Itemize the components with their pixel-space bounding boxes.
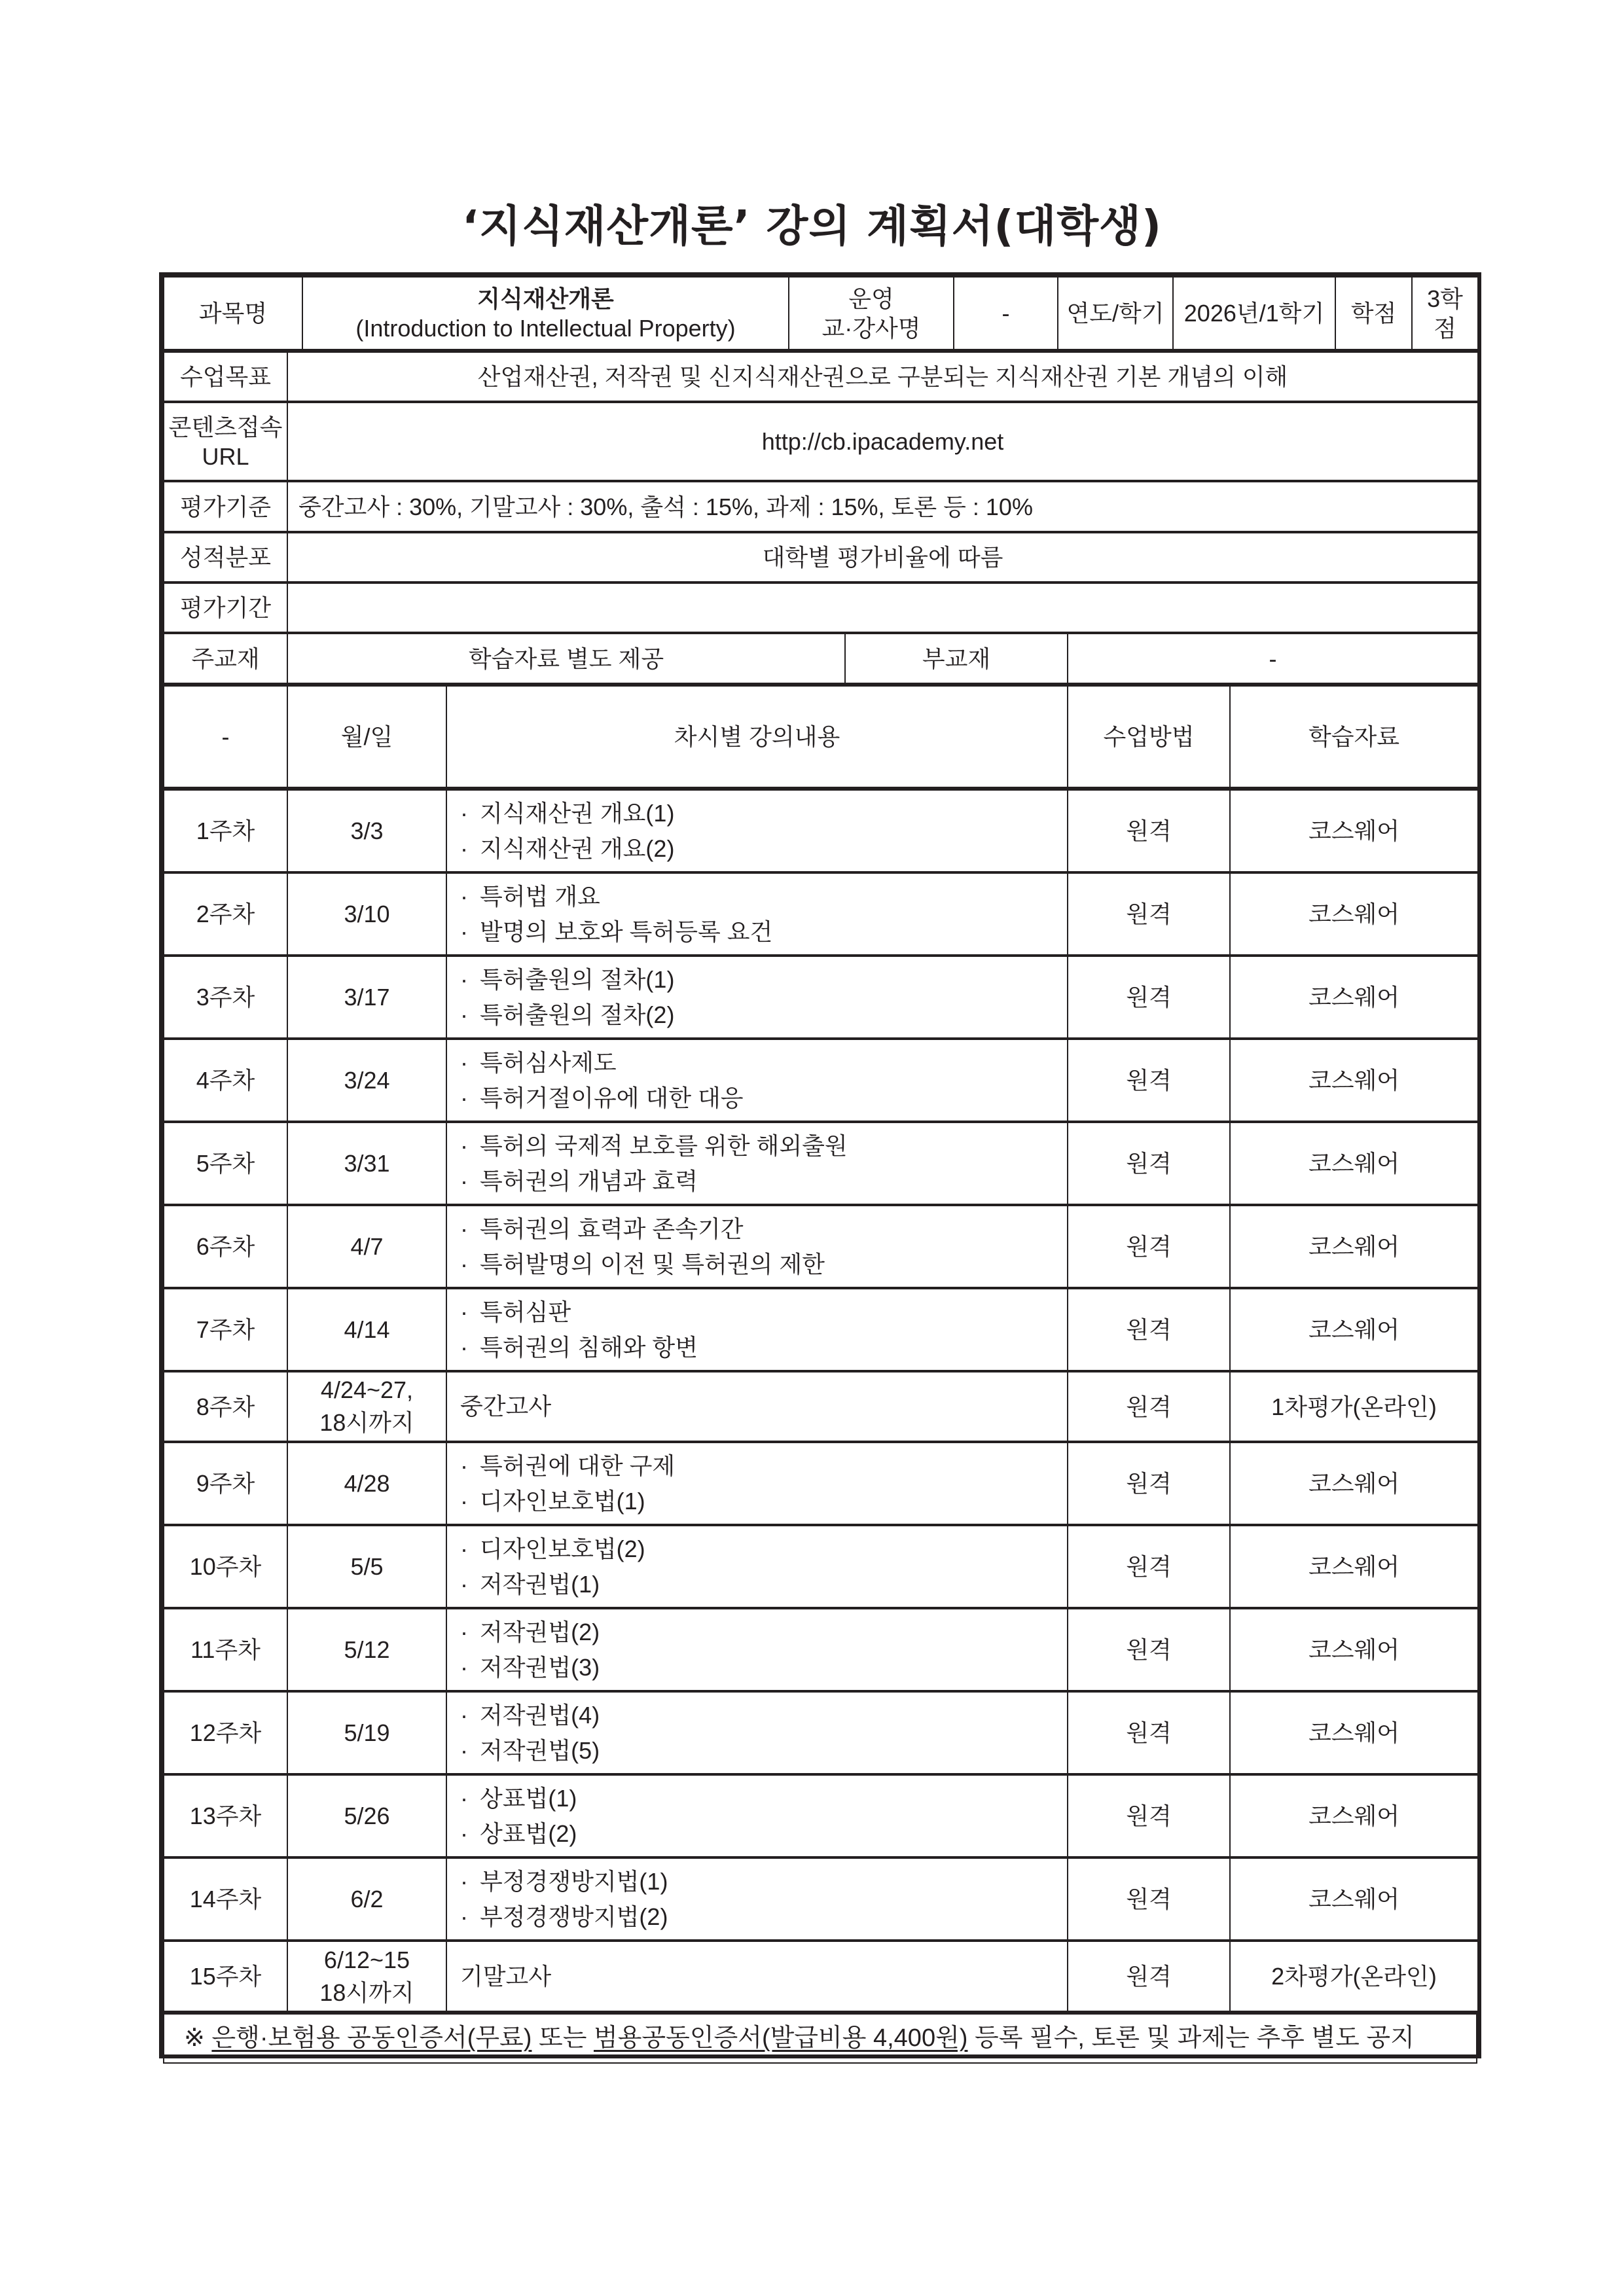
topic-text: 특허거절이유에 대한 대응: [480, 1084, 744, 1111]
lecture-content: [446, 1608, 1068, 1691]
method-value: 원격: [1068, 1608, 1230, 1691]
bullet-icon: ·: [460, 1452, 468, 1479]
topic-text: 저작권법(2): [480, 1618, 600, 1645]
lecture-content: [446, 1774, 1068, 1857]
topic-item: [460, 914, 1063, 950]
method-value: 원격: [1068, 1039, 1230, 1122]
bullet-icon: ·: [460, 882, 468, 910]
date-value: [287, 1039, 446, 1122]
method-value: 원격: [1068, 1857, 1230, 1941]
footnote: [164, 2013, 1477, 2063]
objective-label: 수업목표: [164, 351, 287, 402]
schedule-row: [164, 1122, 1478, 1205]
date-value: [287, 1122, 446, 1205]
topic-text: 상표법(1): [480, 1784, 577, 1812]
bullet-icon: ·: [460, 965, 468, 993]
date-value: [287, 1442, 446, 1525]
syllabus-sheet: [159, 272, 1481, 2058]
header-method: 수업방법: [1068, 685, 1230, 787]
schedule-row: [164, 789, 1478, 872]
date-value: [287, 1205, 446, 1288]
lecture-content: [446, 1122, 1068, 1205]
sub-textbook-value: -: [1068, 633, 1478, 683]
week-label: 3주차: [164, 956, 287, 1039]
week-label: 1주차: [164, 789, 287, 872]
week-label: 11주차: [164, 1608, 287, 1691]
lecture-content: [446, 1288, 1068, 1371]
header-week: -: [164, 685, 287, 787]
distribution-value: 대학별 평가비율에 따름: [287, 532, 1478, 583]
topic-text: 저작권법(4): [480, 1701, 600, 1729]
bullet-icon: ·: [460, 918, 468, 945]
week-label: 7주차: [164, 1288, 287, 1371]
exam-label: 기말고사: [460, 1962, 552, 1990]
topic-item: [460, 1816, 1063, 1852]
bullet-icon: ·: [460, 1784, 468, 1812]
header-content: 차시별 강의내용: [446, 685, 1068, 787]
schedule-row: [164, 1525, 1478, 1608]
schedule-body: [163, 788, 1479, 2012]
material-value: 1차평가(온라인): [1230, 1371, 1478, 1442]
method-value: 원격: [1068, 1122, 1230, 1205]
topic-item: [460, 1081, 1063, 1116]
method-value: 원격: [1068, 1525, 1230, 1608]
schedule-table: [163, 684, 1479, 788]
topic-item: [460, 1330, 1063, 1365]
lecture-content: [446, 1442, 1068, 1525]
topic-text: 저작권법(5): [480, 1736, 600, 1764]
topic-text: 특허권의 개념과 효력: [480, 1167, 698, 1194]
date-line: 5/5: [350, 1552, 384, 1580]
bullet-icon: ·: [460, 834, 468, 862]
week-label: 4주차: [164, 1039, 287, 1122]
date-value: [287, 1288, 446, 1371]
material-value: 코스웨어: [1230, 1122, 1478, 1205]
material-value: 코스웨어: [1230, 1857, 1478, 1941]
date-line: 4/24~27,: [320, 1376, 414, 1403]
topic-item: [460, 1211, 1063, 1247]
topic-text: 특허권에 대한 구제: [480, 1452, 676, 1479]
document-title: ‘지식재산개론’ 강의 계획서(대학생): [461, 201, 1162, 251]
topic-text: 지식재산권 개요(2): [480, 834, 675, 862]
course-name-label: 과목명: [164, 277, 302, 350]
topic-item: [460, 1567, 1063, 1602]
instructor-value: -: [954, 277, 1058, 350]
topic-text: 특허권의 침해와 항변: [480, 1333, 698, 1361]
schedule-row: [164, 1774, 1478, 1857]
date-line: 3/31: [344, 1149, 390, 1177]
week-label: 13주차: [164, 1774, 287, 1857]
lecture-content: [446, 1941, 1068, 2011]
bullet-icon: ·: [460, 799, 468, 827]
material-value: 코스웨어: [1230, 1691, 1478, 1774]
week-label: 6주차: [164, 1205, 287, 1288]
topic-item: [460, 879, 1063, 914]
date-value: [287, 1525, 446, 1608]
topic-text: 부정경쟁방지법(1): [480, 1867, 668, 1895]
lecture-content: [446, 1691, 1068, 1774]
topic-item: [460, 1698, 1063, 1733]
schedule-row: [164, 1288, 1478, 1371]
course-name-korean: 지식재산개론: [477, 285, 614, 312]
topic-item: [460, 1733, 1063, 1768]
material-value: 2차평가(온라인): [1230, 1941, 1478, 2011]
material-value: 코스웨어: [1230, 872, 1478, 956]
header-date: 월/일: [287, 685, 446, 787]
grading-label: 평가기준: [164, 481, 287, 532]
date-value: [287, 1371, 446, 1442]
course-name-english: (Introduction to Intellectual Property): [355, 314, 736, 342]
evaluation-period-label: 평가기간: [164, 583, 287, 633]
date-line: 3/3: [350, 817, 384, 844]
topic-item: [460, 1448, 1063, 1484]
week-label: 14주차: [164, 1857, 287, 1941]
lecture-content: [446, 1371, 1068, 1442]
bullet-icon: ·: [460, 1132, 468, 1159]
bullet-icon: ·: [460, 1167, 468, 1194]
date-line: 6/12~15: [323, 1946, 410, 1973]
schedule-row: [164, 1205, 1478, 1288]
topic-item: [460, 1781, 1063, 1816]
week-label: 12주차: [164, 1691, 287, 1774]
material-value: 코스웨어: [1230, 1774, 1478, 1857]
method-value: 원격: [1068, 1442, 1230, 1525]
bullet-icon: ·: [460, 1487, 468, 1515]
bullet-icon: ·: [460, 1618, 468, 1645]
week-label: 15주차: [164, 1941, 287, 2011]
method-value: 원격: [1068, 1288, 1230, 1371]
main-textbook-value: 학습자료 별도 제공: [287, 633, 845, 683]
material-value: 코스웨어: [1230, 1039, 1478, 1122]
bullet-icon: ·: [460, 1903, 468, 1930]
week-label: 5주차: [164, 1122, 287, 1205]
topic-text: 특허발명의 이전 및 특허권의 제한: [480, 1250, 825, 1278]
schedule-row: [164, 1691, 1478, 1774]
year-term-label: 연도/학기: [1058, 277, 1173, 350]
year-term-value: 2026년/1학기: [1173, 277, 1335, 350]
method-value: 원격: [1068, 1371, 1230, 1442]
date-line: 4/7: [350, 1232, 384, 1260]
method-value: 원격: [1068, 1774, 1230, 1857]
topic-item: [460, 1045, 1063, 1081]
topic-item: [460, 1532, 1063, 1567]
method-value: 원격: [1068, 956, 1230, 1039]
week-label: 8주차: [164, 1371, 287, 1442]
footnote-notice: 등록 필수, 토론 및 과제는 추후 별도 공지: [975, 2024, 1415, 2052]
bullet-icon: ·: [460, 1215, 468, 1242]
date-value: [287, 1774, 446, 1857]
topic-text: 디자인보호법(1): [480, 1487, 645, 1515]
material-value: 코스웨어: [1230, 1442, 1478, 1525]
topic-text: 특허출원의 절차(1): [480, 965, 675, 993]
schedule-row: [164, 956, 1478, 1039]
topic-text: 저작권법(3): [480, 1653, 600, 1681]
topic-text: 지식재산권 개요(1): [480, 799, 675, 827]
bullet-icon: ·: [460, 1084, 468, 1111]
topic-item: [460, 1899, 1063, 1935]
topic-text: 특허심판: [480, 1298, 571, 1325]
date-value: [287, 1941, 446, 2011]
topic-item: [460, 997, 1063, 1033]
lecture-content: [446, 1039, 1068, 1122]
bullet-icon: ·: [460, 1333, 468, 1361]
material-value: 코스웨어: [1230, 956, 1478, 1039]
topic-item: [460, 796, 1063, 831]
date-value: [287, 1691, 446, 1774]
date-value: [287, 956, 446, 1039]
topic-text: 발명의 보호와 특허등록 요건: [480, 918, 773, 945]
bullet-icon: ·: [460, 1001, 468, 1028]
schedule-row: [164, 1941, 1478, 2011]
reference-mark-icon: ※: [184, 2024, 205, 2052]
material-value: 코스웨어: [1230, 1288, 1478, 1371]
material-value: 코스웨어: [1230, 1608, 1478, 1691]
bullet-icon: ·: [460, 1867, 468, 1895]
main-textbook-label: 주교재: [164, 633, 287, 683]
topic-text: 특허권의 효력과 존속기간: [480, 1215, 744, 1242]
topic-item: [460, 1128, 1063, 1164]
evaluation-period-value: [287, 583, 1478, 633]
header-material: 학습자료: [1230, 685, 1478, 787]
schedule-row: [164, 1857, 1478, 1941]
lecture-content: [446, 789, 1068, 872]
topic-item: [460, 1295, 1063, 1330]
bullet-icon: ·: [460, 1820, 468, 1847]
date-line: 6/2: [350, 1885, 384, 1912]
topic-text: 특허의 국제적 보호를 위한 해외출원: [480, 1132, 848, 1159]
distribution-label: 성적분포: [164, 532, 287, 583]
footnote-certificate-free: 은행·보험용 공동인증서(무료): [211, 2024, 532, 2052]
schedule-row: [164, 1442, 1478, 1525]
bullet-icon: ·: [460, 1701, 468, 1729]
lecture-content: [446, 872, 1068, 956]
content-url-link[interactable]: http://cb.ipacademy.net: [287, 402, 1478, 481]
date-line: 5/19: [344, 1719, 390, 1746]
topic-text: 특허법 개요: [480, 882, 600, 910]
credits-label: 학점: [1335, 277, 1412, 350]
bullet-icon: ·: [460, 1570, 468, 1598]
footnote-table: [163, 2012, 1477, 2064]
bullet-icon: ·: [460, 1535, 468, 1562]
credits-value: 3학점: [1412, 277, 1478, 350]
grading-value: 중간고사 : 30%, 기말고사 : 30%, 출석 : 15%, 과제 : 15%, 토론 등 : 10%: [287, 481, 1478, 532]
date-line: 5/26: [344, 1802, 390, 1829]
topic-item: [460, 1615, 1063, 1650]
lecture-content: [446, 1857, 1068, 1941]
date-line: 18시까지: [319, 1979, 414, 2006]
date-value: [287, 1857, 446, 1941]
course-name-value: [302, 277, 789, 350]
topic-text: 부정경쟁방지법(2): [480, 1903, 668, 1930]
lecture-content: [446, 1525, 1068, 1608]
topic-item: [460, 962, 1063, 997]
topic-item: [460, 1484, 1063, 1519]
date-line: 4/14: [344, 1316, 390, 1343]
date-value: [287, 1608, 446, 1691]
method-value: 원격: [1068, 1941, 1230, 2011]
url-label: 콘텐츠접속 URL: [164, 402, 287, 481]
instructor-label: 운영 교·강사명: [789, 277, 954, 350]
bullet-icon: ·: [460, 1298, 468, 1325]
bullet-icon: ·: [460, 1653, 468, 1681]
schedule-row: [164, 1608, 1478, 1691]
topic-item: [460, 1247, 1063, 1282]
bullet-icon: ·: [460, 1736, 468, 1764]
course-info-table: [163, 276, 1479, 350]
date-line: 5/12: [344, 1636, 390, 1663]
method-value: 원격: [1068, 872, 1230, 956]
material-value: 코스웨어: [1230, 789, 1478, 872]
schedule-row: [164, 872, 1478, 956]
exam-label: 중간고사: [460, 1393, 552, 1420]
schedule-row: [164, 1371, 1478, 1442]
schedule-header-row: [164, 685, 1478, 787]
method-value: 원격: [1068, 789, 1230, 872]
schedule-row: [164, 1039, 1478, 1122]
method-value: 원격: [1068, 1205, 1230, 1288]
material-value: 코스웨어: [1230, 1205, 1478, 1288]
footnote-or: 또는: [539, 2024, 587, 2052]
date-line: 3/24: [344, 1066, 390, 1094]
date-line: 18시까지: [319, 1409, 414, 1436]
week-label: 10주차: [164, 1525, 287, 1608]
lecture-content: [446, 1205, 1068, 1288]
topic-text: 디자인보호법(2): [480, 1535, 645, 1562]
date-value: [287, 872, 446, 956]
lecture-content: [446, 956, 1068, 1039]
date-value: [287, 789, 446, 872]
course-details-table: [163, 350, 1479, 684]
topic-text: 상표법(2): [480, 1820, 577, 1847]
objective-value: 산업재산권, 저작권 및 신지식재산권으로 구분되는 지식재산권 기본 개념의 이해: [287, 351, 1478, 402]
week-label: 2주차: [164, 872, 287, 956]
date-line: 3/17: [344, 983, 390, 1011]
week-label: 9주차: [164, 1442, 287, 1525]
topic-text: 저작권법(1): [480, 1570, 600, 1598]
method-value: 원격: [1068, 1691, 1230, 1774]
date-line: 4/28: [344, 1469, 390, 1497]
footnote-certificate-paid: 범용공동인증서(발급비용 4,400원): [593, 2024, 968, 2052]
sub-textbook-label: 부교재: [845, 633, 1068, 683]
date-line: 3/10: [344, 900, 390, 927]
topic-item: [460, 831, 1063, 867]
topic-item: [460, 1864, 1063, 1899]
bullet-icon: ·: [460, 1250, 468, 1278]
material-value: 코스웨어: [1230, 1525, 1478, 1608]
topic-text: 특허심사제도: [480, 1049, 617, 1076]
topic-item: [460, 1650, 1063, 1685]
topic-text: 특허출원의 절차(2): [480, 1001, 675, 1028]
bullet-icon: ·: [460, 1049, 468, 1076]
topic-item: [460, 1164, 1063, 1199]
